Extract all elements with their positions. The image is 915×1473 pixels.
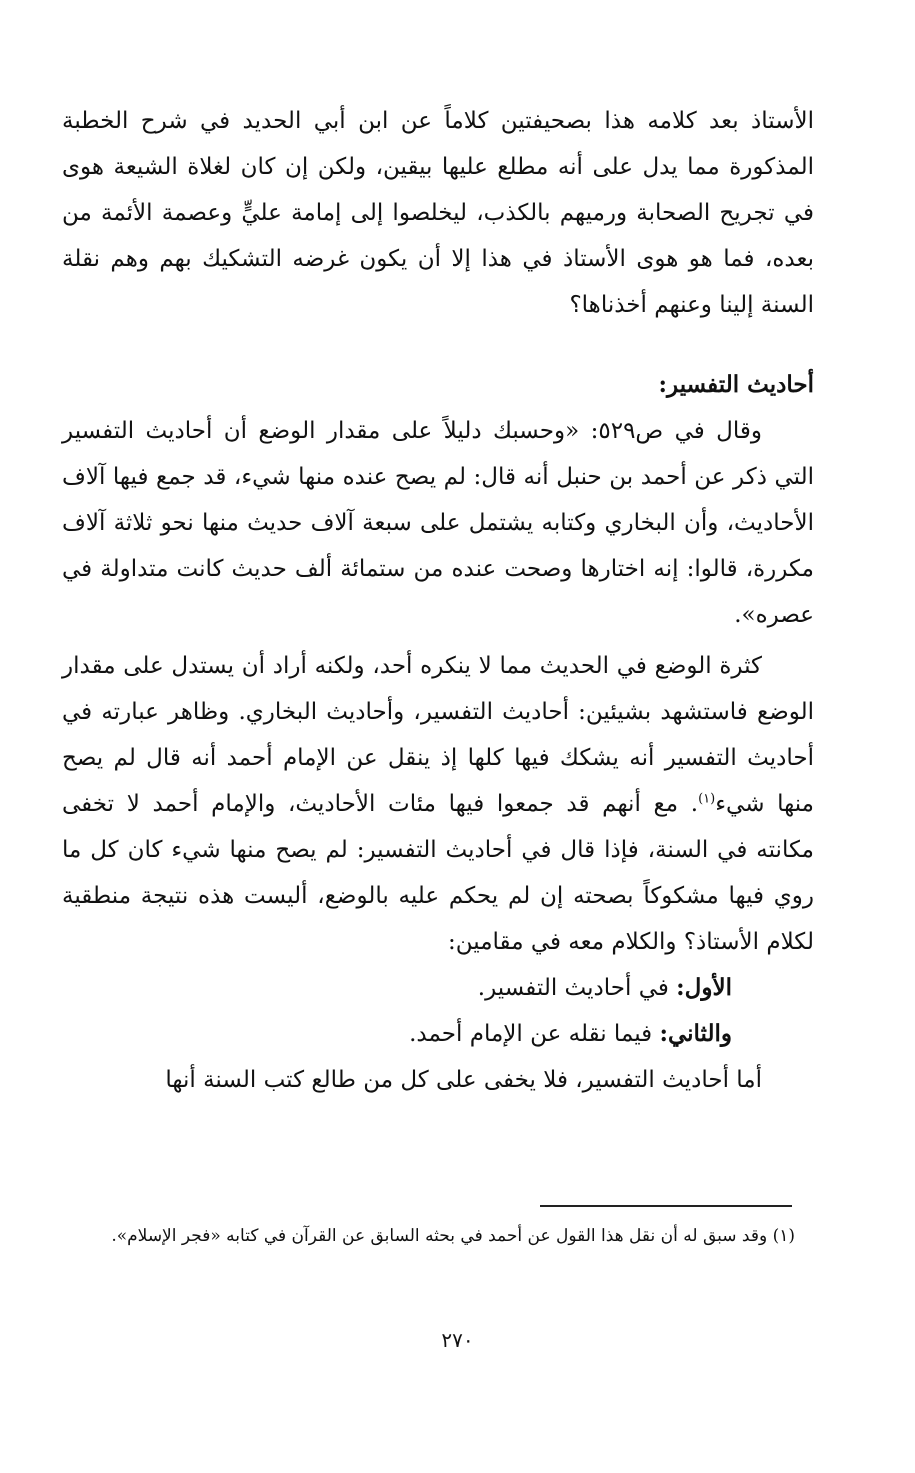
quote-paragraph: وقال في ص٥٢٩: «وحسبك دليلاً على مقدار الوضع أن أحاديث التفسير التي ذكر عن أحمد بن حنبل أنه قال: لم يصح عنده منها شيء، قد جمع فيها آلاف الأحاديث، وأن البخاري وكتابه يشتمل على سبعة آلاف حديث منها نحو ثلاثة آلاف مكررة، قالوا: إنه اختارها وصحت عنده من ستمائة ألف حديث كانت متداولة في عصره». xyxy=(62,418,814,628)
point-one xyxy=(62,965,814,1011)
point-two-text: فيما نقله عن الإمام أحمد. xyxy=(409,1021,660,1047)
main-text xyxy=(62,98,814,328)
discussion-part-2: . مع أنهم قد جمعوا فيها مئات الأحاديث، والإمام أحمد لا تخفى مكانته في السنة، فإذا قال في أحاديث التفسير: لم يصح منها شيء كان كل ما روي فيها مشكوكاً بصحته إن لم يحكم عليه بالوضع، أليست هذه نتيجة منطقية لكلام الأستاذ؟ والكلام معه في مقامين: xyxy=(62,791,814,955)
point-one-text: في أحاديث التفسير. xyxy=(477,975,677,1001)
discussion-part-1: كثرة الوضع في الحديث مما لا ينكره أحد، ولكنه أراد أن يستدل على مقدار الوضع فاستشهد بشيئين: أحاديث التفسير، وأحاديث البخاري. وظاهر عبارته في أحاديث التفسير أنه يشكك فيها كلها إذ ينقل عن الإمام أحمد أنه قال لم يصح منها شيء xyxy=(62,653,814,817)
footnote-marker[interactable]: (١) xyxy=(698,791,716,807)
page-number: ٢٧٠ xyxy=(441,1328,474,1352)
point-two-lead: والثاني: xyxy=(659,1020,732,1047)
discussion-text xyxy=(62,643,814,1103)
section-heading: أحاديث التفسير: xyxy=(658,371,814,398)
point-one-lead: الأول: xyxy=(676,974,732,1001)
point-two xyxy=(62,1011,814,1057)
footnote-divider xyxy=(540,1205,792,1207)
footnote-text: (١) وقد سبق له أن نقل هذا القول عن أحمد في بحثه السابق عن القرآن في كتابه «فجر الإسلام». xyxy=(111,1226,795,1246)
closing-paragraph: أما أحاديث التفسير، فلا يخفى على كل من طالع كتب السنة أنها xyxy=(165,1067,762,1093)
section-text xyxy=(62,362,814,638)
intro-paragraph: الأستاذ بعد كلامه هذا بصحيفتين كلاماً عن ابن أبي الحديد في شرح الخطبة المذكورة مما يدل على أنه مطلع عليها بيقين، ولكن إن كان لغلاة الشيعة هوى في تجريح الصحابة ورميهم بالكذب، ليخلصوا إلى إمامة عليٍّ وعصمة الأئمة من بعده، فما هو هوى الأستاذ في هذا إلا أن يكون غرضه التشكيك بهم وهم نقلة السنة إلينا وعنهم أخذناها؟ xyxy=(62,108,814,318)
discussion-paragraph xyxy=(62,643,814,965)
